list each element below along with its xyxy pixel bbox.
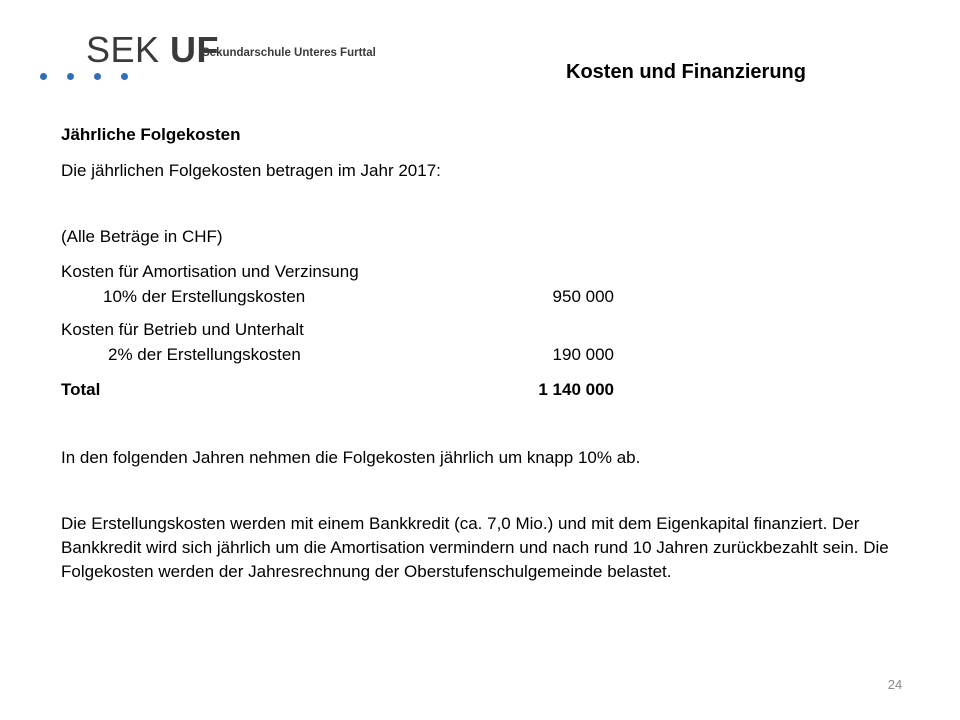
school-logo <box>40 30 400 85</box>
cost-item-amount: 190 000 <box>552 345 614 364</box>
logo-wordmark-light: SEK <box>86 29 171 70</box>
slide-title: Kosten und Finanzierung <box>566 61 806 83</box>
logo-dot-icon <box>40 73 47 80</box>
logo-wordmark <box>86 30 219 70</box>
currency-note: (Alle Beträge in CHF) <box>61 227 223 246</box>
logo-dot-icon <box>121 73 128 80</box>
cost-item-label: Kosten für Amortisation und Verzinsung <box>61 262 359 281</box>
cost-item-label: Kosten für Betrieb und Unterhalt <box>61 320 304 339</box>
total-amount: 1 140 000 <box>538 380 614 399</box>
section-heading: Jährliche Folgekosten <box>61 125 241 144</box>
intro-text: Die jährlichen Folgekosten betragen im Jahr 2017: <box>61 161 441 180</box>
logo-dot-icon <box>94 73 101 80</box>
cost-item-sublabel: 10% der Erstellungskosten <box>103 287 306 306</box>
cost-item-amount: 950 000 <box>552 287 614 306</box>
logo-subtitle: Sekundarschule Unteres Furttal <box>202 47 376 59</box>
page-number: 24 <box>887 677 903 692</box>
logo-wordmark-bold: UF <box>170 29 220 70</box>
cost-item-sublabel: 2% der Erstellungskosten <box>108 345 301 364</box>
paragraph-financing: Die Erstellungskosten werden mit einem Bankkredit (ca. 7,0 Mio.) und mit dem Eigenkapital finanziert. Der Bankkredit wird sich jährlich um die Amortisation vermindern und nach rund 10 Jahren zurückbezahlt sein. Die Folgekosten werden der Jahresrechnung der Oberstufenschulgemeinde belastet. <box>61 514 889 581</box>
total-label: Total <box>61 380 101 399</box>
paragraph-decrease: In den folgenden Jahren nehmen die Folgekosten jährlich um knapp 10% ab. <box>61 448 641 467</box>
logo-dot-icon <box>67 73 74 80</box>
